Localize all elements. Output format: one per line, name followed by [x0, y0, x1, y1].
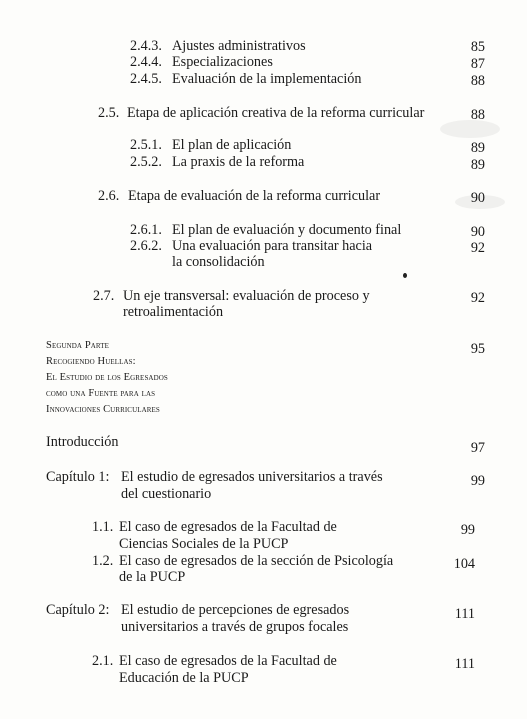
toc-entry-title: Un eje transversal: evaluación de proceso y: [123, 288, 370, 304]
toc-entry-page: 89: [470, 157, 485, 173]
toc-entry-title: Una evaluación para transitar hacia: [172, 238, 373, 254]
toc-entry-label: 2.6.1.: [130, 222, 162, 238]
toc-entry-page: 111: [454, 656, 475, 672]
toc-entry-title: El caso de egresados de la Facultad de: [119, 653, 337, 669]
toc-entry-title: El caso de egresados de la Facultad de: [119, 519, 337, 535]
toc-entry-page: 87: [470, 56, 485, 72]
toc-entry-page: 95: [470, 341, 485, 357]
toc-entry-title: El plan de aplicación: [172, 137, 292, 153]
toc-entry-page: 88: [470, 107, 485, 123]
toc-entry-label: 2.7.: [93, 288, 115, 304]
part-heading-line: El Estudio de los Egresados: [46, 372, 168, 383]
toc-entry-label: 1.1.: [92, 519, 114, 535]
toc-entry-title: Ajustes administrativos: [172, 38, 306, 54]
toc-entry-title-cont: de la PUCP: [119, 569, 186, 585]
part-heading-line: Innovaciones Curriculares: [46, 404, 160, 415]
toc-entry-title: Introducción: [46, 434, 119, 450]
toc-entry-label: 1.2.: [92, 553, 114, 569]
part-heading-line: como una Fuente para las: [46, 388, 156, 399]
toc-entry-label: 2.6.2.: [130, 238, 162, 254]
toc-entry-title-cont: del cuestionario: [121, 486, 212, 502]
toc-entry-page: 88: [470, 73, 485, 89]
toc-entry-title-cont: Educación de la PUCP: [119, 670, 249, 686]
toc-entry-title: El plan de evaluación y documento final: [172, 222, 402, 238]
toc-entry-page: 90: [470, 190, 485, 206]
toc-entry-label: 2.5.1.: [130, 137, 162, 153]
toc-entry-page: 97: [470, 440, 485, 456]
part-heading-line: Segunda Parte: [46, 340, 110, 351]
toc-entry-label: 2.5.: [98, 105, 120, 121]
toc-entry-title-cont: retroalimentación: [123, 304, 224, 320]
toc-entry-page: 89: [470, 140, 485, 156]
toc-entry-page: 85: [470, 39, 485, 55]
toc-entry-title: La praxis de la reforma: [172, 154, 305, 170]
toc-entry-label: 2.1.: [92, 653, 114, 669]
toc-entry-label: 2.4.3.: [130, 38, 162, 54]
toc-entry-title: Evaluación de la implementación: [172, 71, 362, 87]
ink-dot: [403, 273, 407, 278]
toc-entry-title: El estudio de percepciones de egresados: [121, 602, 350, 618]
toc-entry-label: 2.5.2.: [130, 154, 162, 170]
toc-entry-title: Etapa de aplicación creativa de la reforma curricular: [127, 105, 425, 121]
toc-entry-page: 92: [470, 290, 485, 306]
toc-entry-label: Capítulo 1:: [46, 469, 110, 485]
part-heading-line: Recogiendo Huellas:: [46, 356, 136, 367]
toc-entry-title: El estudio de egresados universitarios a través: [121, 469, 383, 485]
toc-entry-label: 2.6.: [98, 188, 120, 204]
toc-entry-title-cont: universitarios a través de grupos focales: [121, 619, 349, 635]
toc-entry-page: 99: [460, 522, 475, 538]
toc-entry-title: Especializaciones: [172, 54, 273, 70]
toc-entry-page: 92: [470, 240, 485, 256]
toc-entry-label: 2.4.4.: [130, 54, 162, 70]
toc-entry-page: 104: [453, 556, 475, 572]
toc-entry-title: Etapa de evaluación de la reforma curricular: [128, 188, 381, 204]
toc-entry-title: El caso de egresados de la sección de Psicología: [119, 553, 394, 569]
toc-entry-title-cont: Ciencias Sociales de la PUCP: [119, 536, 289, 552]
toc-entry-label: Capítulo 2:: [46, 602, 110, 618]
toc-entry-label: 2.4.5.: [130, 71, 162, 87]
toc-entry-page: 99: [470, 473, 485, 489]
toc-entry-page: 111: [454, 606, 475, 622]
toc-entry-title-cont: la consolidación: [172, 254, 265, 270]
toc-entry-page: 90: [470, 224, 485, 240]
